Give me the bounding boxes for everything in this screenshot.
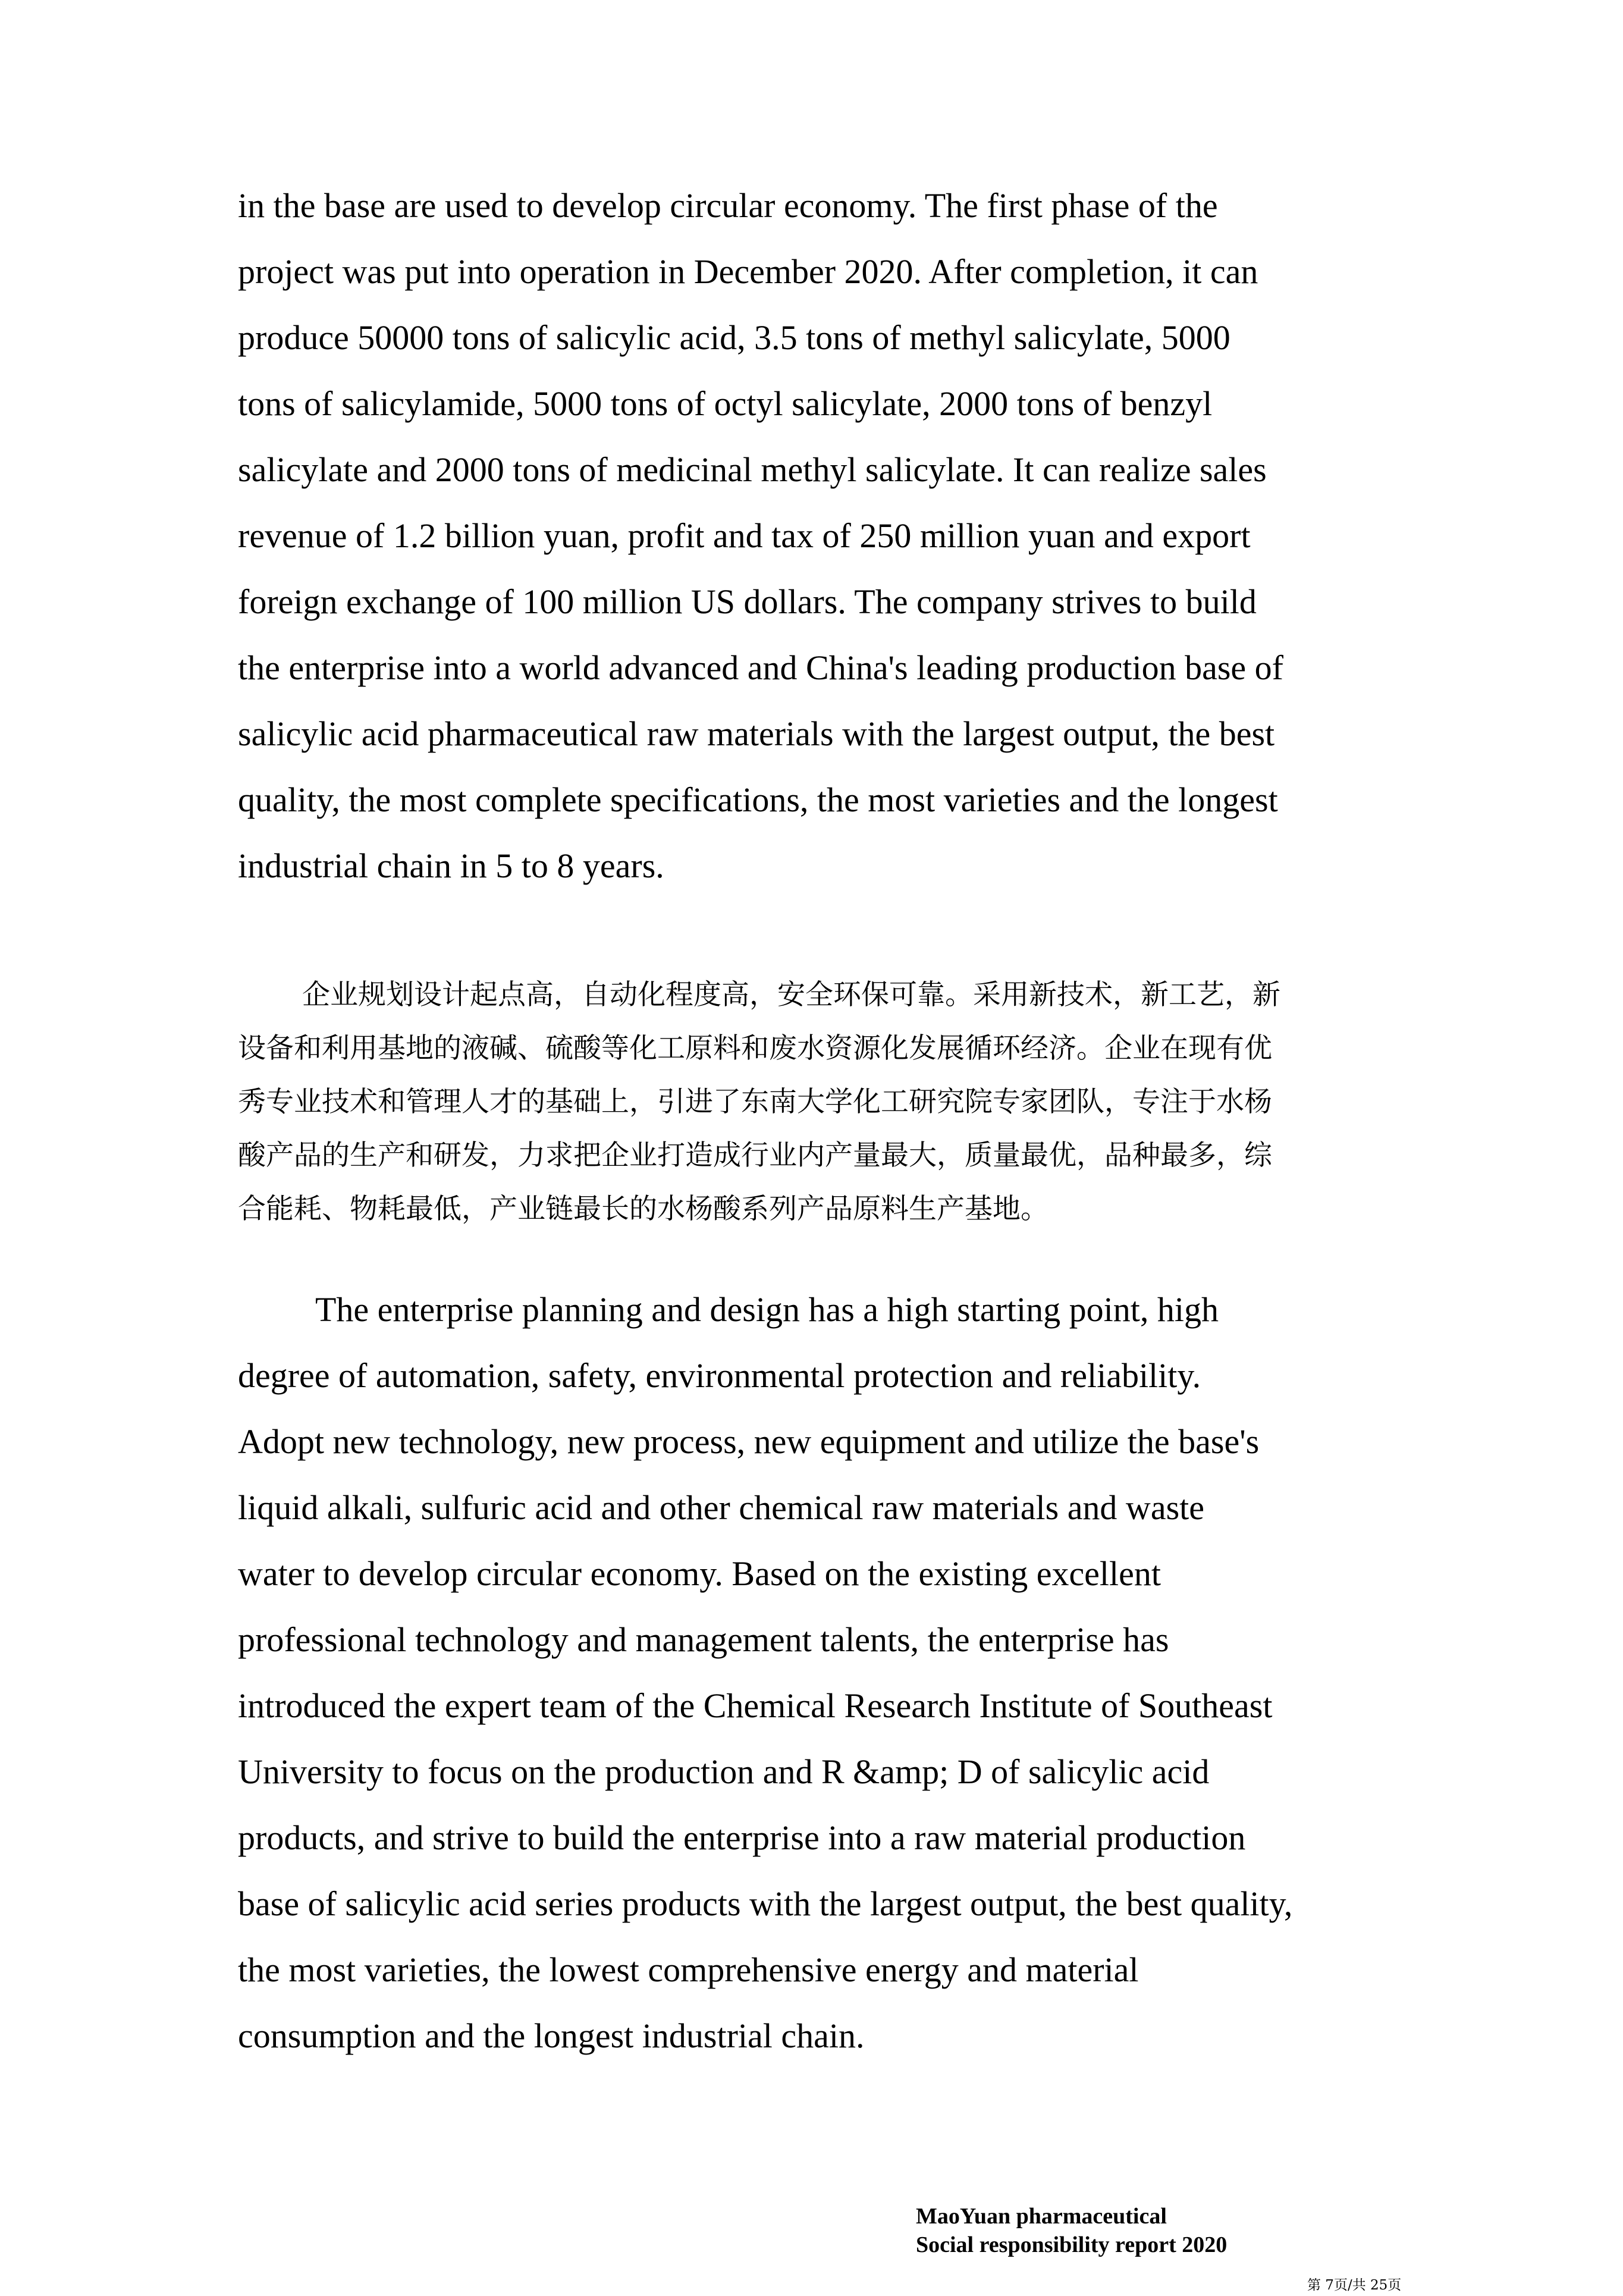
text-line: 合能耗、物耗最低，产业链最长的水杨酸系列产品原料生产基地。 (238, 1193, 1048, 1225)
text-line: professional technology and management talents, the enterprise has (238, 1620, 1169, 1659)
paragraph-chinese (238, 968, 1427, 1236)
text-line: the enterprise into a world advanced and China's leading production base of (238, 648, 1283, 687)
text-line: Adopt new technology, new process, new equipment and utilize the base's (238, 1422, 1260, 1461)
text-line: degree of automation, safety, environmental protection and reliability. (238, 1356, 1201, 1395)
page-number: 第 7页/共 25页 (1307, 2278, 1402, 2293)
text-line: in the base are used to develop circular economy. The first phase of the (238, 186, 1218, 225)
text-line: 设备和利用基地的液碱、硫酸等化工原料和废水资源化发展循环经济。企业在现有优 (238, 1032, 1272, 1065)
footer-report-title (916, 2202, 1227, 2259)
text-line: industrial chain in 5 to 8 years. (238, 846, 664, 885)
paragraph-english-translation (238, 1276, 1427, 2069)
text-line: 酸产品的生产和研发，力求把企业打造成行业内产量最大，质量最优，品种最多，综 (238, 1139, 1272, 1172)
text-line: liquid alkali, sulfuric acid and other chemical raw materials and waste (238, 1488, 1204, 1527)
text-line: the most varieties, the lowest comprehensive energy and material (238, 1950, 1139, 1989)
text-line: The enterprise planning and design has a high starting point, high (315, 1290, 1219, 1329)
text-line: base of salicylic acid series products with the largest output, the best quality, (238, 1884, 1293, 1923)
text-line: University to focus on the production and R &amp; D of salicylic acid (238, 1752, 1210, 1791)
paragraph-english-continued (238, 172, 1427, 899)
text-line: 秀专业技术和管理人才的基础上，引进了东南大学化工研究院专家团队，专注于水杨 (238, 1086, 1272, 1118)
text-line: revenue of 1.2 billion yuan, profit and tax of 250 million yuan and export (238, 516, 1251, 555)
text-line: salicylic acid pharmaceutical raw materials with the largest output, the best (238, 714, 1275, 753)
footer-report-name: Social responsibility report 2020 (916, 2232, 1228, 2257)
text-line: tons of salicylamide, 5000 tons of octyl salicylate, 2000 tons of benzyl (238, 384, 1213, 423)
footer-company-name: MaoYuan pharmaceutical (916, 2204, 1167, 2229)
text-line: foreign exchange of 100 million US dollars. The company strives to build (238, 582, 1257, 621)
text-line: water to develop circular economy. Based on the existing excellent (238, 1554, 1161, 1593)
text-line: consumption and the longest industrial chain. (238, 2016, 865, 2055)
text-line: products, and strive to build the enterprise into a raw material production (238, 1818, 1246, 1857)
text-line: quality, the most complete specifications, the most varieties and the longest (238, 780, 1278, 819)
text-line: project was put into operation in December 2020. After completion, it can (238, 252, 1258, 291)
text-line: 企业规划设计起点高，自动化程度高，安全环保可靠。采用新技术，新工艺，新 (302, 978, 1280, 1011)
text-line: produce 50000 tons of salicylic acid, 3.5 tons of methyl salicylate, 5000 (238, 318, 1230, 357)
text-line: salicylate and 2000 tons of medicinal methyl salicylate. It can realize sales (238, 450, 1267, 489)
text-line: introduced the expert team of the Chemical Research Institute of Southeast (238, 1686, 1273, 1725)
